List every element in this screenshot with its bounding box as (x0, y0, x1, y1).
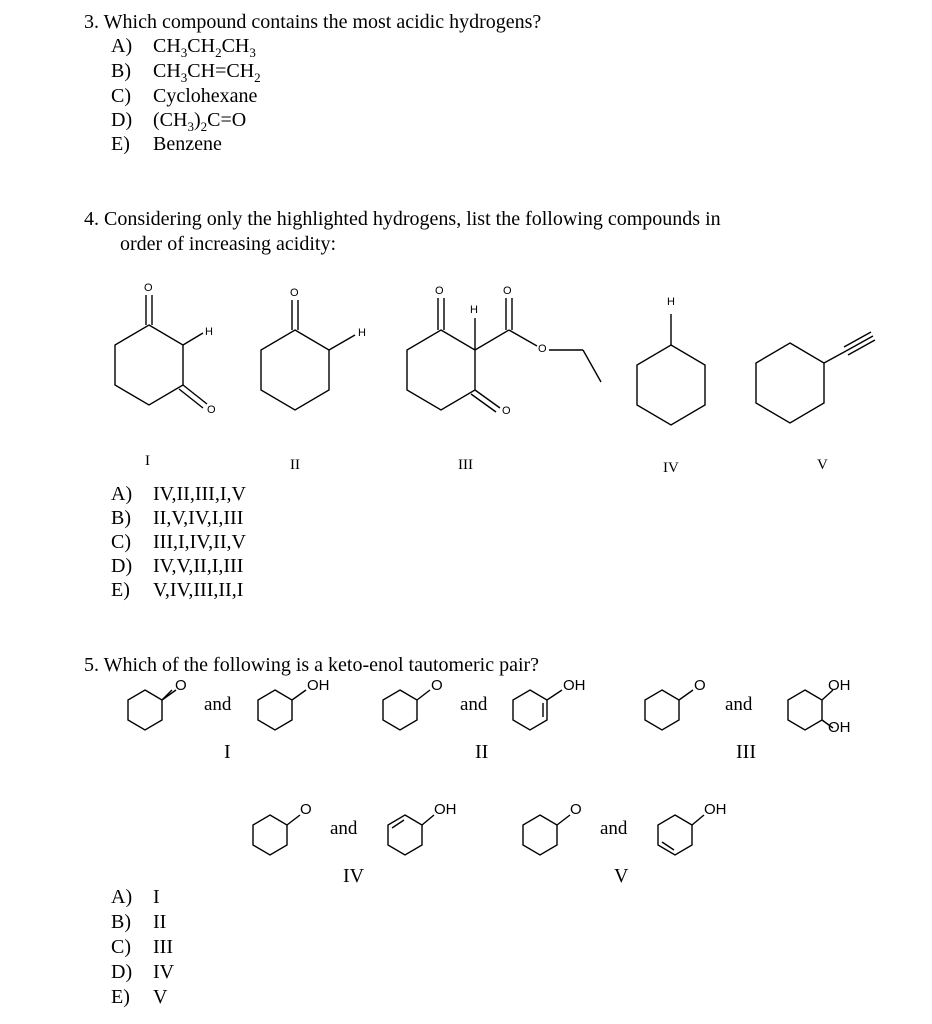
q4-label-ii: II (290, 457, 300, 473)
q4-option-d: D) IV,V,II,I,III (111, 555, 244, 577)
pair-ii-enol (513, 690, 562, 730)
q4-iii-oxygen2-label: O (503, 285, 512, 297)
q4-label-iii: III (458, 457, 473, 473)
q5-option-e: E) V (111, 986, 168, 1008)
q4-i-oxygen-label: O (144, 282, 153, 294)
q4-option-b: B) II,V,IV,I,III (111, 507, 244, 529)
pair-v-enol-oh: OH (704, 801, 727, 818)
q4-ii-hydrogen-label: H (358, 327, 366, 339)
question-4-stem-line1: 4. Considering only the highlighted hydrogens, list the following compounds in (84, 208, 721, 230)
pair-i-and: and (204, 694, 232, 715)
pair-v-enol (658, 815, 704, 855)
q5-label-v: V (614, 865, 629, 887)
pair-i-enol-oh: OH (307, 677, 330, 694)
q4-option-c: C) III,I,IV,II,V (111, 531, 246, 553)
q4-option-a: A) IV,II,III,I,V (111, 483, 246, 505)
pair-v-ketone-o: O (570, 801, 582, 818)
pair-iii-oh1: OH (828, 677, 851, 694)
question-5-stem: 5. Which of the following is a keto-enol tautomeric pair? (84, 654, 540, 676)
q4-iii-hydrogen-label: H (470, 304, 478, 316)
pair-v-ketone (523, 815, 570, 855)
pair-iii-oh2: OH (828, 719, 851, 736)
q3-option-e: E) Benzene (111, 133, 222, 155)
pair-i-enol (258, 690, 306, 730)
pair-iii-ketone-o: O (694, 677, 706, 694)
q5-option-b: B) II (111, 911, 167, 933)
pair-iv-ketone (253, 815, 300, 855)
pair-i-ketone-o: O (175, 677, 187, 694)
q5-label-ii: II (475, 741, 489, 763)
pair-iii-ketone (645, 690, 693, 730)
q4-label-v: V (817, 457, 828, 473)
pair-v-and: and (600, 818, 628, 839)
q4-i-oxygen2-label: O (207, 404, 216, 416)
q4-label-i: I (145, 453, 150, 469)
q3-option-d: D) $(CH_3)_2C=O$ (111, 109, 247, 134)
pair-iv-enol-oh: OH (434, 801, 457, 818)
q4-label-iv: IV (663, 460, 679, 476)
q5-option-a: A) I (111, 886, 160, 908)
q5-label-iv: IV (343, 865, 365, 887)
q4-i-hydrogen-label: H (205, 326, 213, 338)
q4-iii-oxygen-label: O (435, 285, 444, 297)
pair-ii-enol-oh: OH (563, 677, 586, 694)
q4-option-e: E) V,IV,III,II,I (111, 579, 244, 601)
q4-iii-oxygen3-label: O (538, 343, 547, 355)
pair-iv-ketone-o: O (300, 801, 312, 818)
question-4-stem-line2: order of increasing acidity: (120, 233, 337, 255)
pair-ii-ketone (383, 690, 430, 730)
pair-iii-diol (788, 690, 833, 730)
question-3-stem: 3. Which compound contains the most acidic hydrogens? (84, 11, 542, 33)
q5-option-c: C) III (111, 936, 173, 958)
pair-i-ketone (128, 690, 176, 730)
pair-iv-enol (388, 815, 434, 855)
q4-iv-hydrogen-label: H (667, 296, 675, 308)
q3-option-b: B) $CH_3CH=CH_2$ (111, 60, 261, 85)
pair-ii-and: and (460, 694, 488, 715)
q3-option-c: C) Cyclohexane (111, 85, 258, 107)
q5-label-i: I (224, 741, 231, 763)
q4-ii-oxygen-label: O (290, 287, 299, 299)
pair-iii-and: and (725, 694, 753, 715)
q5-option-d: D) IV (111, 961, 175, 983)
q3-option-a: A) $CH_3CH_2CH_3$ (111, 35, 256, 60)
pair-iv-and: and (330, 818, 358, 839)
q4-iii-oxygen4-label: O (502, 405, 511, 417)
pair-ii-ketone-o: O (431, 677, 443, 694)
q5-label-iii: III (736, 741, 756, 763)
